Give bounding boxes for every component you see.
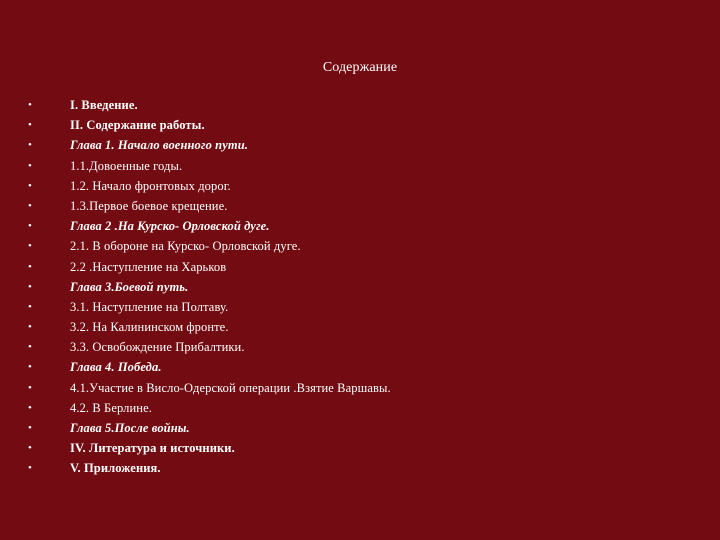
toc-item-text: Глава 3.Боевой путь.: [70, 279, 189, 294]
bullet-icon: •: [28, 442, 32, 455]
bullet-icon: •: [28, 99, 32, 111]
toc-item-text: Глава 1. Начало военного пути.: [70, 138, 248, 153]
toc-item: [28, 458, 668, 478]
toc-item: [28, 196, 668, 216]
toc-item: [28, 95, 668, 115]
toc-item-text: 4.1.Участие в Висло-Одерской операции .Взятие Варшавы.: [70, 380, 391, 395]
toc-item: [28, 115, 668, 135]
toc-item: [28, 317, 668, 337]
toc-item-text: IV. Литература и источники.: [70, 441, 235, 456]
bullet-icon: •: [28, 341, 32, 354]
toc-item-text: Глава 4. Победа.: [70, 360, 162, 375]
toc-item-text: 2.1. В обороне на Курско- Орловской дуге.: [70, 239, 301, 254]
bullet-icon: •: [28, 401, 32, 414]
toc-item-text: 3.1. Наступление на Полтаву.: [70, 299, 229, 314]
toc-item: [28, 297, 668, 317]
toc-item-text: 1.1.Довоенные годы.: [70, 158, 183, 173]
bullet-icon: •: [28, 260, 32, 273]
bullet-icon: •: [28, 321, 32, 334]
bullet-icon: •: [28, 119, 32, 132]
toc-item: [28, 135, 668, 155]
toc-item-text: II. Содержание работы.: [70, 118, 205, 133]
bullet-icon: •: [28, 220, 32, 233]
toc-item-text: Глава 5.После войны.: [70, 421, 190, 435]
toc-item: [28, 357, 668, 377]
bullet-icon: •: [28, 179, 32, 192]
bullet-icon: •: [28, 240, 32, 253]
toc-item-text: Глава 2 .На Курско- Орловской дуге.: [70, 219, 270, 234]
bullet-icon: •: [28, 381, 32, 394]
toc-item-text: 1.2. Начало фронтовых дорог.: [70, 178, 231, 193]
toc-item-text: 2.2 .Наступление на Харьков: [70, 259, 227, 274]
bullet-icon: •: [28, 462, 32, 475]
bullet-icon: •: [28, 361, 32, 374]
toc-item: [28, 156, 668, 176]
toc-item-text: 1.3.Первое боевое крещение.: [70, 198, 228, 213]
toc-item: [28, 176, 668, 196]
toc-item-text: 4.2. В Берлине.: [70, 400, 152, 415]
bullet-icon: •: [28, 159, 32, 172]
toc-item: [28, 277, 668, 297]
toc-item: [28, 216, 668, 236]
toc-item-text: V. Приложения.: [70, 461, 161, 476]
toc-item: [28, 418, 668, 438]
bullet-icon: •: [28, 422, 32, 434]
toc-item: [28, 378, 668, 398]
bullet-icon: •: [28, 139, 32, 152]
toc-item: [28, 398, 668, 418]
bullet-icon: •: [28, 199, 32, 212]
toc-item: [28, 257, 668, 277]
table-of-contents: [28, 95, 668, 479]
toc-item-text: 3.2. На Калининском фронте.: [70, 320, 229, 335]
bullet-icon: •: [28, 300, 32, 313]
toc-item: [28, 438, 668, 458]
toc-item: [28, 236, 668, 256]
bullet-icon: •: [28, 280, 32, 293]
slide-title: Содержание: [322, 60, 398, 75]
toc-item-text: I. Введение.: [70, 98, 138, 112]
toc-item-text: 3.3. Освобождение Прибалтики.: [70, 340, 245, 355]
toc-item: [28, 337, 668, 357]
